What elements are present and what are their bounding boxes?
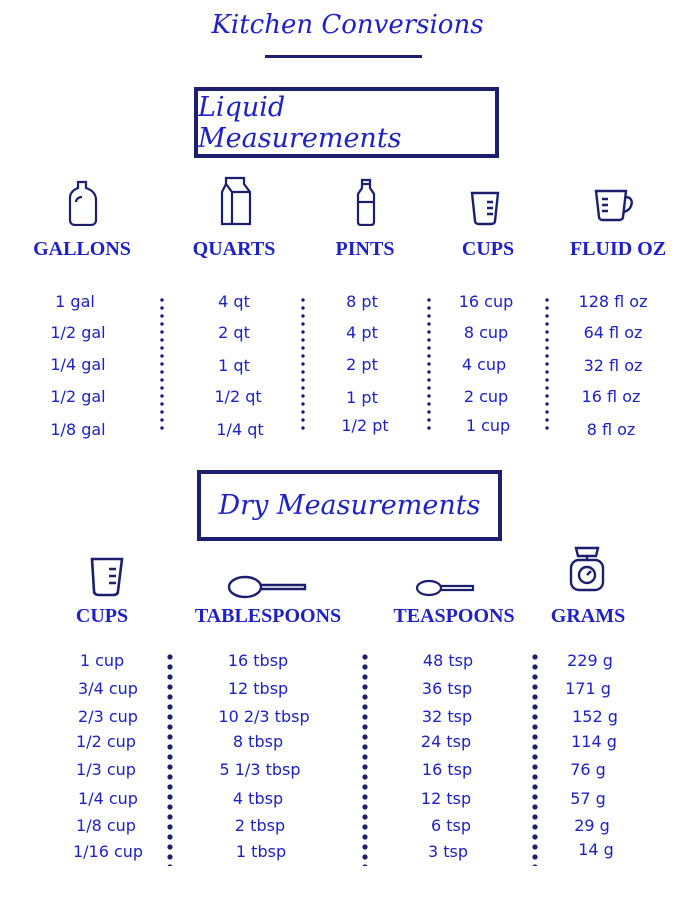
table-cell: 1/2 pt [341,416,389,435]
table-cell: 171 g [565,679,611,698]
tablespoon-icon [227,574,309,600]
table-cell: 1/2 gal [50,323,106,342]
measuring-cup-icon [90,556,126,598]
table-cell: 8 pt [346,292,378,311]
table-cell: 29 g [574,816,610,835]
column-divider [427,296,431,432]
table-cell: 152 g [572,707,618,726]
teaspoon-icon [415,578,477,598]
table-cell: 1/4 gal [50,355,106,374]
measuring-cup-icon [470,190,502,226]
table-cell: 2 cup [463,387,509,406]
liquid-header-gallons: GALLONS [33,238,131,260]
table-cell: 3/4 cup [78,679,138,698]
table-cell: 1 cup [465,416,511,435]
table-cell: 128 fl oz [578,292,648,311]
table-cell: 1/2 qt [214,387,262,406]
column-divider [301,296,305,432]
dry-header-teaspoons: TEASPOONS [393,605,515,627]
column-divider [362,652,368,866]
column-divider [160,296,164,432]
table-cell: 4 qt [218,292,250,311]
table-cell: 1/4 cup [78,789,138,808]
table-cell: 1/2 cup [76,732,136,751]
table-cell: 1/4 qt [216,420,264,439]
table-cell: 6 tsp [430,816,472,835]
table-cell: 12 tsp [420,789,472,808]
table-cell: 16 cup [458,292,514,311]
table-cell: 3 tsp [427,842,469,861]
table-cell: 1/3 cup [76,760,136,779]
table-cell: 1 cup [79,651,125,670]
dry-section-heading: Dry Measurements [197,470,502,541]
dry-header-tablespoons: TABLESPOONS [194,605,342,627]
table-cell: 10 2/3 tbsp [218,707,310,726]
faint-watermark [327,872,402,892]
table-cell: 16 tsp [421,760,473,779]
table-cell: 32 tsp [421,707,473,726]
gallon-jug-icon [68,180,98,226]
liquid-header-quarts: QUARTS [192,238,276,260]
table-cell: 12 tbsp [227,679,289,698]
table-cell: 48 tsp [422,651,474,670]
table-cell: 229 g [567,651,613,670]
dry-header-grams: GRAMS [550,605,626,627]
column-divider [532,652,538,866]
table-cell: 2 pt [346,355,378,374]
table-cell: 5 1/3 tbsp [219,760,301,779]
table-cell: 2/3 cup [78,707,138,726]
dry-header-cups: CUPS [75,605,129,627]
table-cell: 1 gal [55,292,95,311]
table-cell: 57 g [570,789,606,808]
kitchen-scale-icon [568,545,606,593]
table-cell: 2 qt [218,323,250,342]
table-cell: 14 g [578,840,614,859]
table-cell: 1 pt [346,388,378,407]
table-cell: 1/8 gal [50,420,106,439]
table-cell: 1 tbsp [235,842,287,861]
table-cell: 114 g [571,732,617,751]
liquid-header-fluid-oz: FLUID OZ [569,238,667,260]
table-cell: 64 fl oz [583,323,643,342]
pitcher-icon [594,187,636,223]
column-divider [545,296,549,432]
column-divider [167,652,173,866]
table-cell: 1/16 cup [72,842,144,861]
table-cell: 1/2 gal [50,387,106,406]
page-title: Kitchen Conversions [211,10,484,40]
liquid-section-heading: Liquid Measurements [194,87,499,158]
table-cell: 8 tbsp [232,732,284,751]
milk-carton-icon [220,176,252,226]
table-cell: 1 qt [218,356,250,375]
title-underline [265,55,422,58]
table-cell: 4 pt [346,323,378,342]
table-cell: 8 fl oz [586,420,636,439]
table-cell: 8 cup [463,323,509,342]
table-cell: 16 tbsp [227,651,289,670]
table-cell: 2 tbsp [234,816,286,835]
table-cell: 76 g [570,760,606,779]
table-cell: 24 tsp [420,732,472,751]
table-cell: 16 fl oz [581,387,641,406]
table-cell: 36 tsp [421,679,473,698]
table-cell: 4 tbsp [232,789,284,808]
bottle-icon [354,178,378,226]
table-cell: 32 fl oz [583,356,643,375]
table-cell: 4 cup [461,355,507,374]
table-cell: 1/8 cup [76,816,136,835]
liquid-header-cups: CUPS [461,238,515,260]
liquid-header-pints: PINTS [335,238,395,260]
